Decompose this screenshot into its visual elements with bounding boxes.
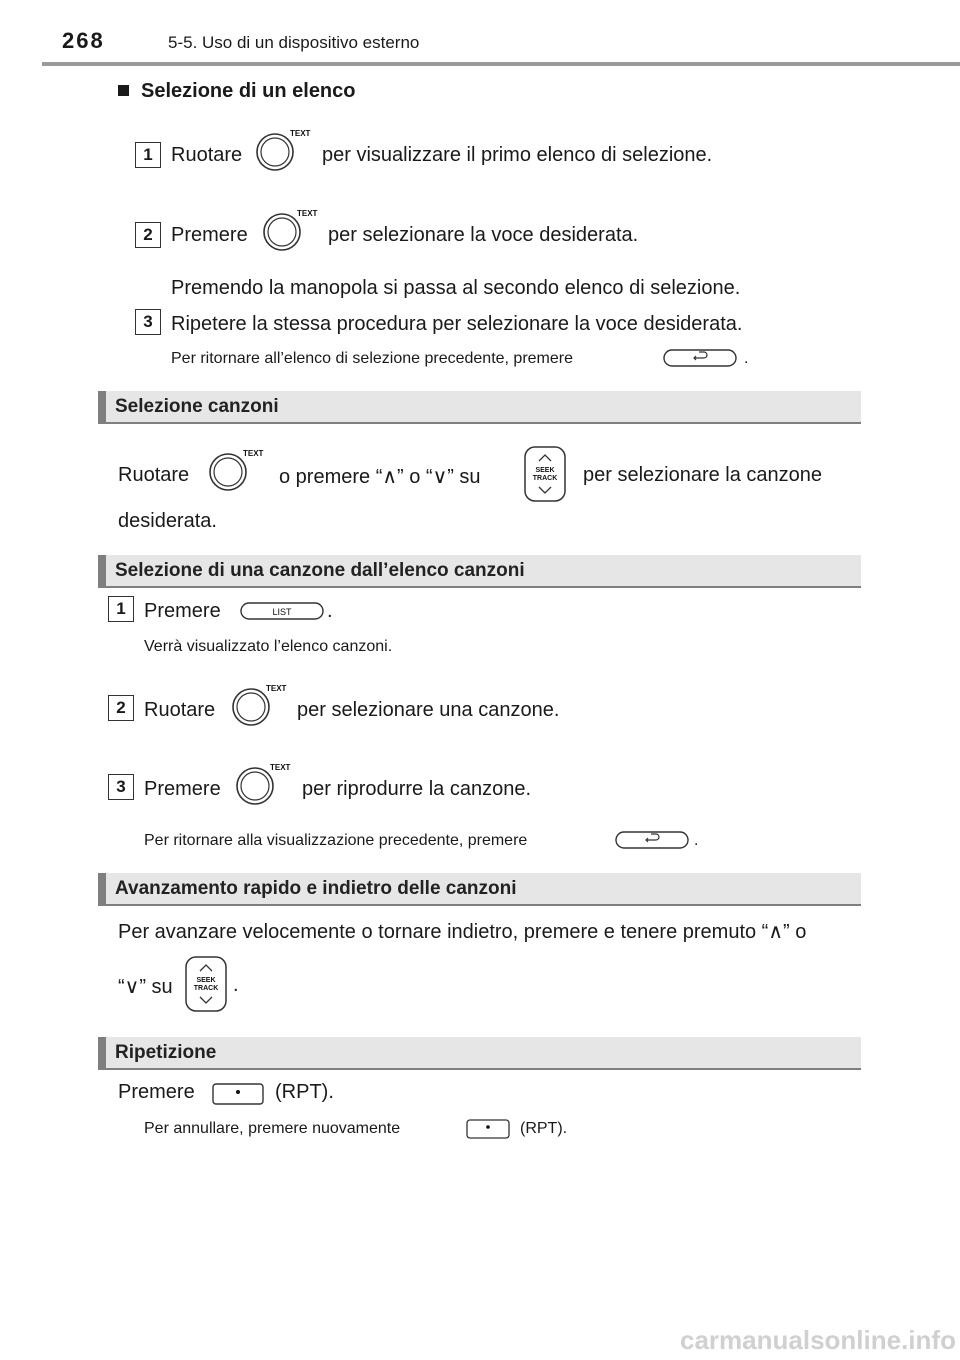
step-2-text-after: per selezionare la voce desiderata. xyxy=(328,224,639,246)
list-button-icon xyxy=(240,602,324,620)
song-list-step-3-after: per riprodurre la canzone. xyxy=(302,778,532,800)
section-header-song-selection xyxy=(98,391,861,424)
section-title: Avanzamento rapido e indietro delle canzoni xyxy=(115,878,517,899)
svg-text:TEXT: TEXT xyxy=(266,684,287,693)
back-button-icon xyxy=(615,831,689,849)
list-selection-heading: Selezione di un elenco xyxy=(118,80,356,103)
svg-text:TRACK: TRACK xyxy=(532,475,558,482)
square-bullet-icon xyxy=(118,85,129,96)
text-knob-icon xyxy=(233,760,291,806)
section-header-fast-forward xyxy=(98,873,861,906)
song-list-step-2-after: per selezionare una canzone. xyxy=(297,699,560,721)
step-number-3: 3 xyxy=(108,774,134,800)
step-number-3: 3 xyxy=(135,309,161,335)
svg-text:SEEK: SEEK xyxy=(196,977,216,984)
site-watermark: carmanualsonline.info xyxy=(680,1325,956,1355)
step-number-2: 2 xyxy=(108,695,134,721)
text-knob-icon xyxy=(253,126,311,172)
fast-forward-line-2: “∨” su xyxy=(118,976,173,998)
up-arrow-symbol: ∧ xyxy=(382,466,398,488)
seek-track-button-icon xyxy=(183,956,229,1012)
fast-forward-line-1: Per avanzare velocemente o tornare indietro, premere e tenere premuto “∧” o xyxy=(118,921,807,943)
section-title: Selezione canzoni xyxy=(115,396,279,417)
seek-track-button-icon xyxy=(522,446,568,502)
step-2-extra-text: Premendo la manopola si passa al secondo elenco di selezione. xyxy=(171,277,741,299)
section-path: 5-5. Uso di un dispositivo esterno xyxy=(168,33,420,52)
song-list-note-end: . xyxy=(694,832,699,849)
repeat-note: Per annullare, premere nuovamente xyxy=(144,1120,401,1137)
svg-text:SEEK: SEEK xyxy=(535,467,555,474)
step-number-1: 1 xyxy=(108,596,134,622)
fast-forward-line-2-end: . xyxy=(233,974,239,996)
svg-text:TEXT: TEXT xyxy=(270,763,291,772)
song-selection-text-5: per selezionare la canzone xyxy=(583,464,823,486)
repeat-text-before: Premere xyxy=(118,1081,195,1103)
svg-text:TRACK: TRACK xyxy=(193,985,219,992)
repeat-note-end: (RPT). xyxy=(520,1120,568,1137)
down-arrow-symbol: ∨ xyxy=(432,466,448,488)
step-2-text-before: Premere xyxy=(171,224,248,246)
text-knob-icon xyxy=(260,206,318,252)
text-knob-icon xyxy=(229,681,287,727)
step-1-text-after: per visualizzare il primo elenco di selezione. xyxy=(322,144,713,166)
down-arrow-symbol: ∨ xyxy=(124,976,140,998)
step-number-1: 1 xyxy=(135,142,161,168)
section-title: Ripetizione xyxy=(115,1042,217,1063)
section-title: Selezione di una canzone dall’elenco canzoni xyxy=(115,560,525,581)
svg-text:TEXT: TEXT xyxy=(243,449,264,458)
step-3-text: Ripetere la stessa procedura per selezionare la voce desiderata. xyxy=(171,313,743,335)
svg-text:TEXT: TEXT xyxy=(290,129,311,138)
step-1-text-before: Ruotare xyxy=(171,144,243,166)
song-list-step-2-before: Ruotare xyxy=(144,699,216,721)
section-header-song-list xyxy=(98,555,861,588)
section-header-repeat xyxy=(98,1037,861,1070)
song-list-step-1-before: Premere xyxy=(144,600,221,622)
song-list-step-1-after: . xyxy=(327,600,333,622)
svg-text:TEXT: TEXT xyxy=(297,209,318,218)
back-button-icon xyxy=(663,349,737,367)
step-number-2: 2 xyxy=(135,222,161,248)
list-note-text: Per ritornare all’elenco di selezione precedente, premere xyxy=(171,350,573,367)
rpt-button-icon xyxy=(212,1083,264,1105)
repeat-text-after: (RPT). xyxy=(275,1081,334,1103)
header-divider xyxy=(42,62,960,66)
song-selection-text-6: desiderata. xyxy=(118,510,217,532)
list-note-end: . xyxy=(744,350,749,367)
up-arrow-symbol: ∧ xyxy=(768,921,783,943)
text-knob-icon xyxy=(206,446,264,492)
song-selection-text-1: Ruotare xyxy=(118,464,190,486)
rpt-button-icon xyxy=(466,1119,510,1139)
song-list-step-1-note: Verrà visualizzato l’elenco canzoni. xyxy=(144,638,393,655)
page-number: 268 xyxy=(62,28,105,53)
song-list-note: Per ritornare alla visualizzazione precedente, premere xyxy=(144,832,528,849)
song-selection-text-2: o premere “∧” o “∨” su xyxy=(279,466,481,488)
svg-text:LIST: LIST xyxy=(272,607,292,617)
song-list-step-3-before: Premere xyxy=(144,778,221,800)
